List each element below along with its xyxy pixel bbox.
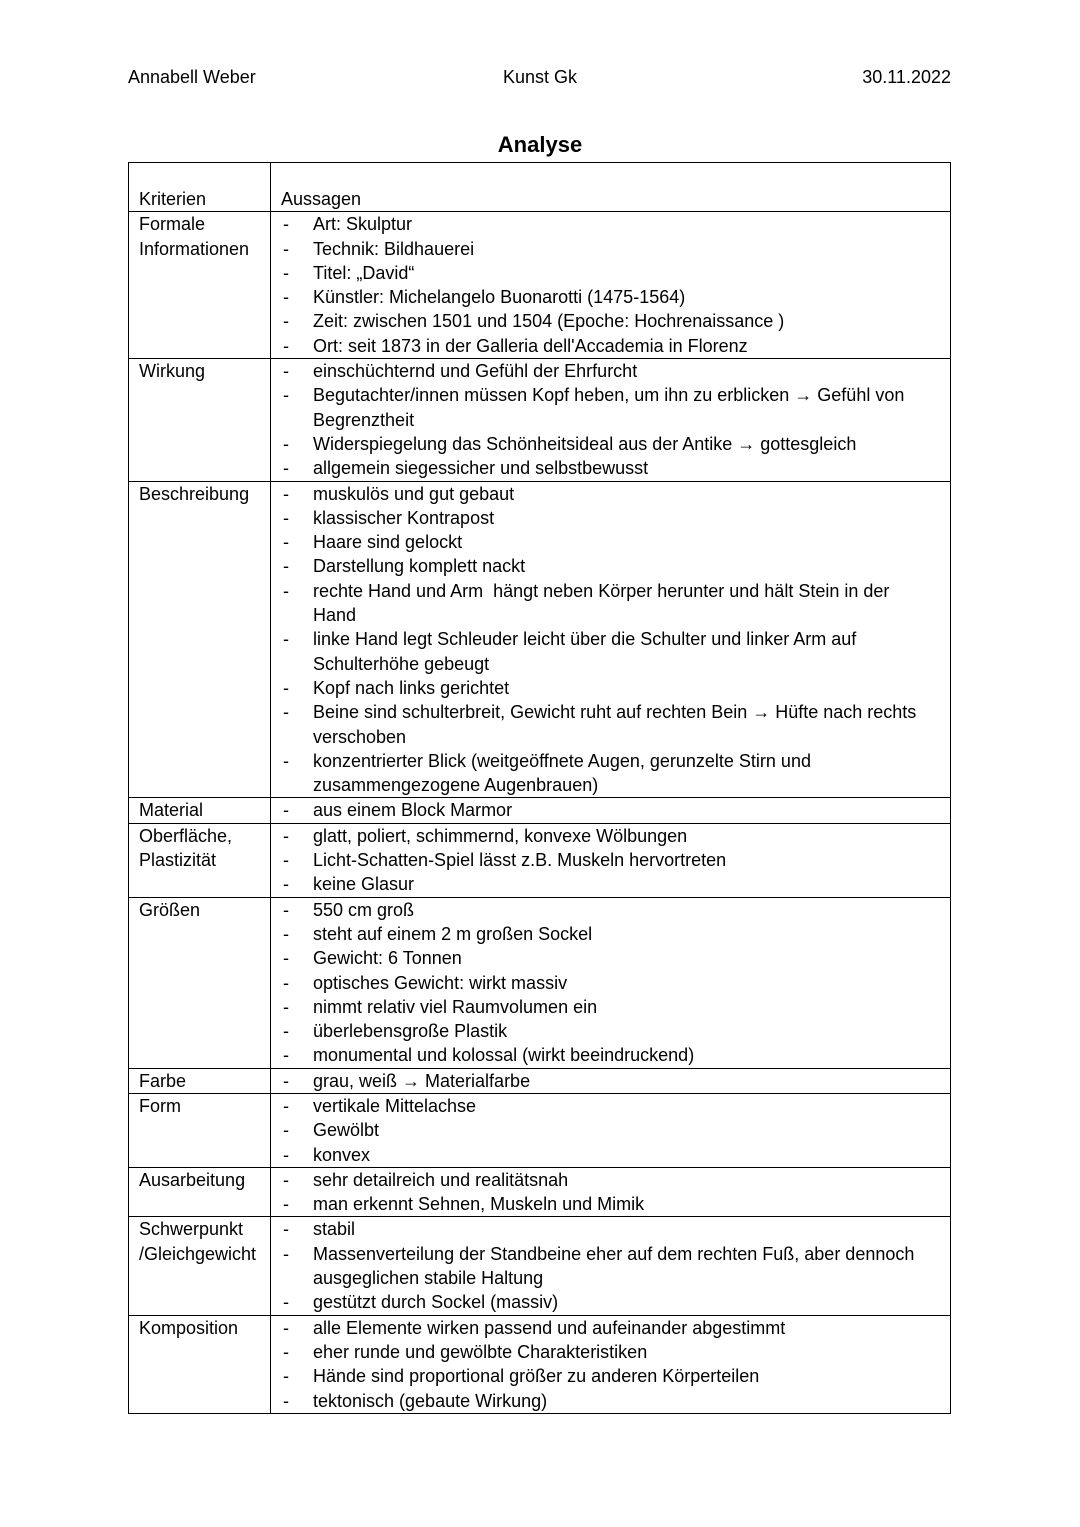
- analysis-table: [128, 162, 951, 1414]
- statement-item: [271, 995, 950, 1019]
- criterion-label: Beschreibung: [139, 483, 250, 504]
- statement-text: - Hände sind proportional größer zu anderen Körperteilen: [313, 1366, 760, 1387]
- table-row: [129, 1216, 950, 1314]
- statement-text: - alle Elemente wirken passend und aufeinander abgestimmt: [313, 1317, 786, 1338]
- statement-text: - Licht-Schatten-Spiel lässt z.B. Muskeln hervortreten: [313, 850, 727, 871]
- statement-text: - steht auf einem 2 m großen Sockel: [313, 923, 593, 944]
- statement-text: - muskulös und gut gebaut: [313, 483, 515, 504]
- statement-item: [271, 212, 950, 236]
- statements-column-header: [270, 163, 950, 211]
- criterion-label: Größen: [139, 899, 201, 920]
- statement-text: Schulterhöhe gebeugt: [313, 653, 490, 674]
- statement-text: - tektonisch (gebaute Wirkung): [313, 1390, 548, 1411]
- statement-item: [271, 359, 950, 383]
- statement-item: [271, 676, 950, 700]
- statements-cell: [270, 1094, 950, 1167]
- statement-text: - optisches Gewicht: wirkt massiv: [313, 972, 568, 993]
- table-row: [129, 797, 950, 822]
- statement-text: - nimmt relativ viel Raumvolumen ein: [313, 996, 598, 1017]
- table-row: [129, 823, 950, 897]
- statement-text: - vertikale Mittelachse: [313, 1095, 477, 1116]
- criterion-cell: [129, 824, 270, 897]
- page-title: Analyse: [497, 132, 583, 157]
- table-row: [129, 358, 950, 480]
- criterion-label: Farbe: [139, 1070, 187, 1091]
- statement-text: - Gewicht: 6 Tonnen: [313, 948, 462, 969]
- statement-text: ausgeglichen stabile Haltung: [313, 1268, 544, 1289]
- statement-item: [271, 237, 950, 261]
- statement-text: verschoben: [313, 726, 407, 747]
- statement-item: [271, 1118, 950, 1142]
- statements-cell: [270, 1217, 950, 1314]
- criterion-cell: [129, 212, 270, 358]
- statement-text: - Gewölbt: [313, 1120, 380, 1141]
- statement-text: Hand: [313, 605, 357, 626]
- statement-item: [271, 1019, 950, 1043]
- statement-item: [271, 554, 950, 578]
- statement-text: - stabil: [313, 1219, 356, 1240]
- statement-item: [271, 1389, 950, 1413]
- statement-item: [271, 798, 950, 822]
- statement-item: [271, 922, 950, 946]
- statement-item: [271, 456, 950, 480]
- statement-text: - sehr detailreich und realitätsnah: [313, 1169, 569, 1190]
- statement-text: - eher runde und gewölbte Charakteristiken: [313, 1341, 648, 1362]
- statement-item: [271, 285, 950, 309]
- statement-text: - 550 cm groß: [313, 899, 415, 920]
- table-row: [129, 481, 950, 798]
- table-row: [129, 1315, 950, 1413]
- criterion-label: /Gleichgewicht: [139, 1243, 257, 1264]
- statement-text: - einschüchternd und Gefühl der Ehrfurcht: [313, 361, 638, 382]
- statement-text: - Künstler: Michelangelo Buonarotti (1475-1564): [313, 287, 686, 308]
- statement-item: [271, 334, 950, 358]
- statement-text: - Begutachter/innen müssen Kopf heben, um ihn zu erblicken → Gefühl von: [313, 385, 905, 406]
- criterion-label: Schwerpunkt: [139, 1219, 244, 1240]
- table-row: [129, 1093, 950, 1167]
- statement-text: - Haare sind gelockt: [313, 532, 463, 553]
- table-row: [129, 211, 950, 358]
- statements-cell: [270, 1316, 950, 1413]
- statements-cell: [270, 898, 950, 1068]
- statements-cell: [270, 212, 950, 358]
- statement-text: Begrenztheit: [313, 409, 415, 430]
- statement-text: - linke Hand legt Schleuder leicht über die Schulter und linker Arm auf: [313, 629, 857, 650]
- statement-text: - konzentrierter Blick (weitgeöffnete Augen, gerunzelte Stirn und: [313, 750, 811, 771]
- statement-text: - gestützt durch Sockel (massiv): [313, 1292, 559, 1313]
- statements-cell: [270, 798, 950, 822]
- table-row: [129, 1068, 950, 1093]
- statement-item: [271, 1168, 950, 1192]
- table-header-row: [129, 163, 950, 211]
- statement-item: [271, 261, 950, 285]
- statement-text: zusammengezogene Augenbrauen): [313, 775, 599, 796]
- statement-item: [271, 1094, 950, 1118]
- criterion-cell: [129, 1168, 270, 1217]
- statement-text: - monumental und kolossal (wirkt beeindruckend): [313, 1045, 695, 1066]
- statement-text: - man erkennt Sehnen, Muskeln und Mimik: [313, 1194, 645, 1215]
- criterion-label: Oberfläche,: [139, 825, 233, 846]
- statement-item: [271, 1290, 950, 1314]
- statements-cell: [270, 824, 950, 897]
- statement-text: - Kopf nach links gerichtet: [313, 677, 510, 698]
- statement-text: - allgemein siegessicher und selbstbewusst: [313, 458, 649, 479]
- statement-item: [271, 946, 950, 970]
- criterion-cell: [129, 1094, 270, 1167]
- statement-text: - grau, weiß → Materialfarbe: [313, 1070, 531, 1091]
- statement-item: [271, 700, 950, 749]
- subject-label: Kunst Gk: [502, 67, 578, 87]
- statement-item: [271, 824, 950, 848]
- statement-text: - Beine sind schulterbreit, Gewicht ruht auf rechten Bein → Hüfte nach rechts: [313, 702, 917, 723]
- criterion-label: Ausarbeitung: [139, 1169, 246, 1190]
- criteria-column-header: [129, 163, 270, 211]
- statement-item: [271, 309, 950, 333]
- statement-item: [271, 1143, 950, 1167]
- statement-item: [271, 1242, 950, 1291]
- criterion-label: Plastizität: [139, 850, 217, 871]
- criterion-cell: [129, 1069, 270, 1093]
- statement-item: [271, 1364, 950, 1388]
- criterion-label: Formale: [139, 214, 206, 235]
- table-row: [129, 1167, 950, 1217]
- statement-text: - Titel: „David“: [313, 262, 415, 283]
- statement-text: - Technik: Bildhauerei: [313, 238, 475, 259]
- statement-item: [271, 898, 950, 922]
- statement-item: [271, 482, 950, 506]
- statement-text: - Darstellung komplett nackt: [313, 556, 526, 577]
- statement-item: [271, 749, 950, 798]
- statement-text: - Art: Skulptur: [313, 214, 413, 235]
- statements-cell: [270, 1069, 950, 1093]
- statement-item: [271, 1217, 950, 1241]
- criterion-label: Wirkung: [139, 361, 206, 382]
- statement-item: [271, 848, 950, 872]
- statement-item: [271, 1316, 950, 1340]
- statement-item: [271, 579, 950, 628]
- table-row: [129, 897, 950, 1068]
- statement-item: [271, 1043, 950, 1067]
- statement-item: [271, 627, 950, 676]
- criterion-label: Komposition: [139, 1317, 239, 1338]
- statement-text: - überlebensgroße Plastik: [313, 1021, 508, 1042]
- criterion-cell: [129, 482, 270, 798]
- statement-text: - aus einem Block Marmor: [313, 800, 513, 821]
- statements-header-label: Aussagen: [281, 189, 362, 209]
- statement-item: [271, 1069, 950, 1093]
- statement-item: [271, 971, 950, 995]
- statement-text: - konvex: [313, 1144, 371, 1165]
- statement-item: [271, 530, 950, 554]
- statement-text: - klassischer Kontrapost: [313, 507, 495, 528]
- criterion-label: Informationen: [139, 238, 250, 259]
- statement-item: [271, 383, 950, 432]
- statement-item: [271, 1192, 950, 1216]
- criterion-cell: [129, 359, 270, 480]
- statement-text: - Ort: seit 1873 in der Galleria dell'Accademia in Florenz: [313, 335, 748, 356]
- criterion-label: Material: [139, 800, 204, 821]
- statement-item: [271, 432, 950, 456]
- statement-item: [271, 1340, 950, 1364]
- statement-item: [271, 872, 950, 896]
- criterion-cell: [129, 898, 270, 1068]
- statements-cell: [270, 482, 950, 798]
- criterion-cell: [129, 1316, 270, 1413]
- document-date: 30.11.2022: [862, 67, 951, 87]
- criteria-header-label: Kriterien: [139, 189, 207, 209]
- statement-item: [271, 506, 950, 530]
- statement-text: - Zeit: zwischen 1501 und 1504 (Epoche: Hochrenaissance ): [313, 311, 785, 332]
- statements-cell: [270, 359, 950, 480]
- criterion-cell: [129, 798, 270, 822]
- statement-text: - Massenverteilung der Standbeine eher auf dem rechten Fuß, aber dennoch: [313, 1243, 915, 1264]
- statement-text: - keine Glasur: [313, 874, 415, 895]
- statement-text: - Widerspiegelung das Schönheitsideal aus der Antike → gottesgleich: [313, 433, 857, 454]
- statement-text: - rechte Hand und Arm hängt neben Körper herunter und hält Stein in der: [313, 580, 890, 601]
- criterion-cell: [129, 1217, 270, 1314]
- author-name: Annabell Weber: [128, 67, 256, 87]
- statement-text: - glatt, poliert, schimmernd, konvexe Wölbungen: [313, 825, 688, 846]
- criterion-label: Form: [139, 1095, 181, 1116]
- statements-cell: [270, 1168, 950, 1217]
